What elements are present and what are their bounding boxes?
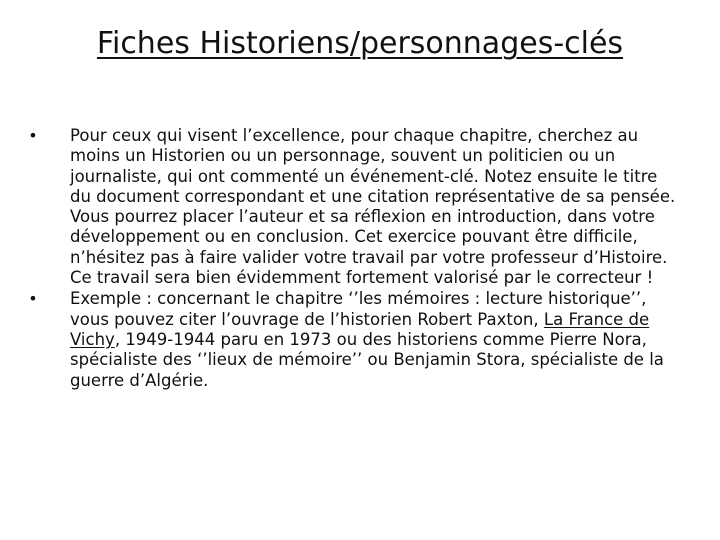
bullet-text-before: Exemple : concernant le chapitre ‘’les mémoires : lecture historique’’, vous pouvez citer l’ouvrage de l’historien Robert Paxton, <box>70 289 647 329</box>
bullet-item-example <box>22 289 682 390</box>
book-title: La France de Vichy <box>70 309 650 349</box>
bullet-list <box>22 126 682 391</box>
bullet-icon: • <box>28 126 38 145</box>
bullet-item-excellence <box>22 126 682 288</box>
bullet-icon: • <box>28 289 38 309</box>
slide-title-text: Fiches Historiens/personnages-clés <box>96 26 624 61</box>
bullet-text: Pour ceux qui visent l’excellence, pour chaque chapitre, cherchez au moins un Historien ou un personnage, souvent un politicien ou un journaliste, qui ont commenté un événement-clé. Notez ensuite le titre du document correspondant et une citation représentative de sa pensée. Vous pourrez placer l’auteur et sa réflexion en introduction, dans votre développement ou en conclusion. Cet exercice pouvant être difficile, n’hésitez pas à faire valider votre travail par votre professeur d’Histoire. Ce travail sera bien évidemment fortement valorisé par le correcteur ! <box>70 126 676 288</box>
slide-title <box>0 18 720 70</box>
bullet-text-after: , 1949-1944 paru en 1973 ou des historiens comme Pierre Nora, spécialiste des ‘’lieux de mémoire’’ ou Benjamin Stora, spécialiste de la guerre d’Algérie. <box>70 329 664 390</box>
